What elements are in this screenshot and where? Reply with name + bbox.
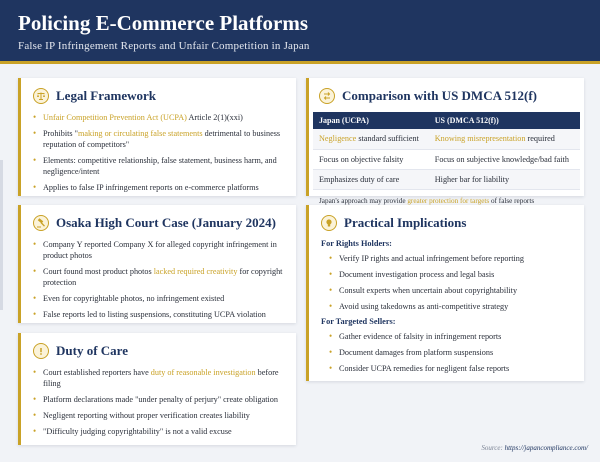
list-item: • Negligent reporting without proper verification creates liability — [33, 410, 284, 421]
list-item: • Avoid using takedowns as anti-competitive strategy — [329, 301, 572, 312]
list-item: • "Difficulty judging copyrightability" is not a valid excuse — [33, 426, 284, 437]
osaka-case-title: Osaka High Court Case (January 2024) — [56, 215, 276, 230]
legal-framework-card — [18, 78, 296, 196]
practical-implications-title: Practical Implications — [344, 215, 467, 230]
table-cell: Knowing misrepresentation required — [429, 129, 580, 149]
list-item: • Gather evidence of falsity in infringement reports — [329, 331, 572, 342]
comparison-title: Comparison with US DMCA 512(f) — [342, 88, 537, 103]
practical-implications-header — [321, 215, 572, 231]
list-item: • Document investigation process and legal basis — [329, 269, 572, 280]
comparison-table — [313, 112, 580, 190]
alert-icon — [33, 343, 49, 359]
list-item: • Even for copyrightable photos, no infringement existed — [33, 293, 284, 304]
table-row — [313, 149, 580, 169]
column-header: US (DMCA 512(f)) — [429, 112, 580, 129]
list-item: • Consult experts when uncertain about copyrightability — [329, 285, 572, 296]
side-accent-bar — [0, 160, 3, 310]
list-item: • Document damages from platform suspensions — [329, 347, 572, 358]
legal-framework-header — [33, 88, 284, 104]
targeted-sellers-heading: For Targeted Sellers: — [321, 317, 396, 326]
rights-holders-heading: For Rights Holders: — [321, 239, 392, 248]
compare-icon — [319, 88, 335, 104]
table-row — [313, 169, 580, 189]
table-cell: Emphasizes duty of care — [313, 169, 429, 189]
comparison-card — [306, 78, 584, 205]
source-link[interactable]: https://japancompliance.com/ — [504, 444, 588, 452]
list-item: • Consider UCPA remedies for negligent false reports — [329, 363, 572, 374]
table-header-row — [313, 112, 580, 129]
list-item: • Platform declarations made "under penalty of perjury" create obligation — [33, 394, 284, 405]
comparison-note: Japan's approach may provide greater protection for targets of false reports — [319, 196, 535, 205]
table-row — [313, 129, 580, 149]
list-item: • Elements: competitive relationship, false statement, business harm, and negligence/intent — [33, 155, 284, 177]
scales-icon — [33, 88, 49, 104]
osaka-case-card — [18, 205, 296, 323]
list-item: • Applies to false IP infringement reports on e-commerce platforms — [33, 182, 284, 193]
legal-framework-title: Legal Framework — [56, 88, 157, 103]
list-item: • Unfair Competition Prevention Act (UCPA) Article 2(1)(xxi) — [33, 112, 284, 123]
table-cell: Focus on objective falsity — [313, 149, 429, 169]
gavel-icon — [33, 215, 49, 231]
table-cell: Higher bar for liability — [429, 169, 580, 189]
list-item: • Company Y reported Company X for alleged copyright infringement in product photos — [33, 239, 284, 261]
comparison-header — [313, 88, 580, 104]
table-cell: Negligence standard sufficient — [313, 129, 429, 149]
page-header — [0, 0, 600, 64]
practical-implications-card — [306, 205, 584, 381]
duty-of-care-card — [18, 333, 296, 445]
lightbulb-icon — [321, 215, 337, 231]
list-item: • Prohibits "making or circulating false statements detrimental to business reputation of competitors" — [33, 128, 284, 150]
list-item: • Court established reporters have duty of reasonable investigation before filing — [33, 367, 284, 389]
table-cell: Focus on subjective knowledge/bad faith — [429, 149, 580, 169]
page-subtitle: False IP Infringement Reports and Unfair Competition in Japan — [18, 40, 310, 52]
source-citation: Source: https://japancompliance.com/ — [481, 444, 588, 452]
osaka-case-header — [33, 215, 284, 231]
duty-of-care-title: Duty of Care — [56, 343, 128, 358]
page-title: Policing E-Commerce Platforms — [18, 11, 309, 35]
list-item: • Court found most product photos lacked required creativity for copyright protection — [33, 266, 284, 288]
list-item: • Verify IP rights and actual infringement before reporting — [329, 253, 572, 264]
column-header: Japan (UCPA) — [313, 112, 429, 129]
list-item: • False reports led to listing suspensions, constituting UCPA violation — [33, 309, 284, 320]
duty-of-care-header — [33, 343, 284, 359]
